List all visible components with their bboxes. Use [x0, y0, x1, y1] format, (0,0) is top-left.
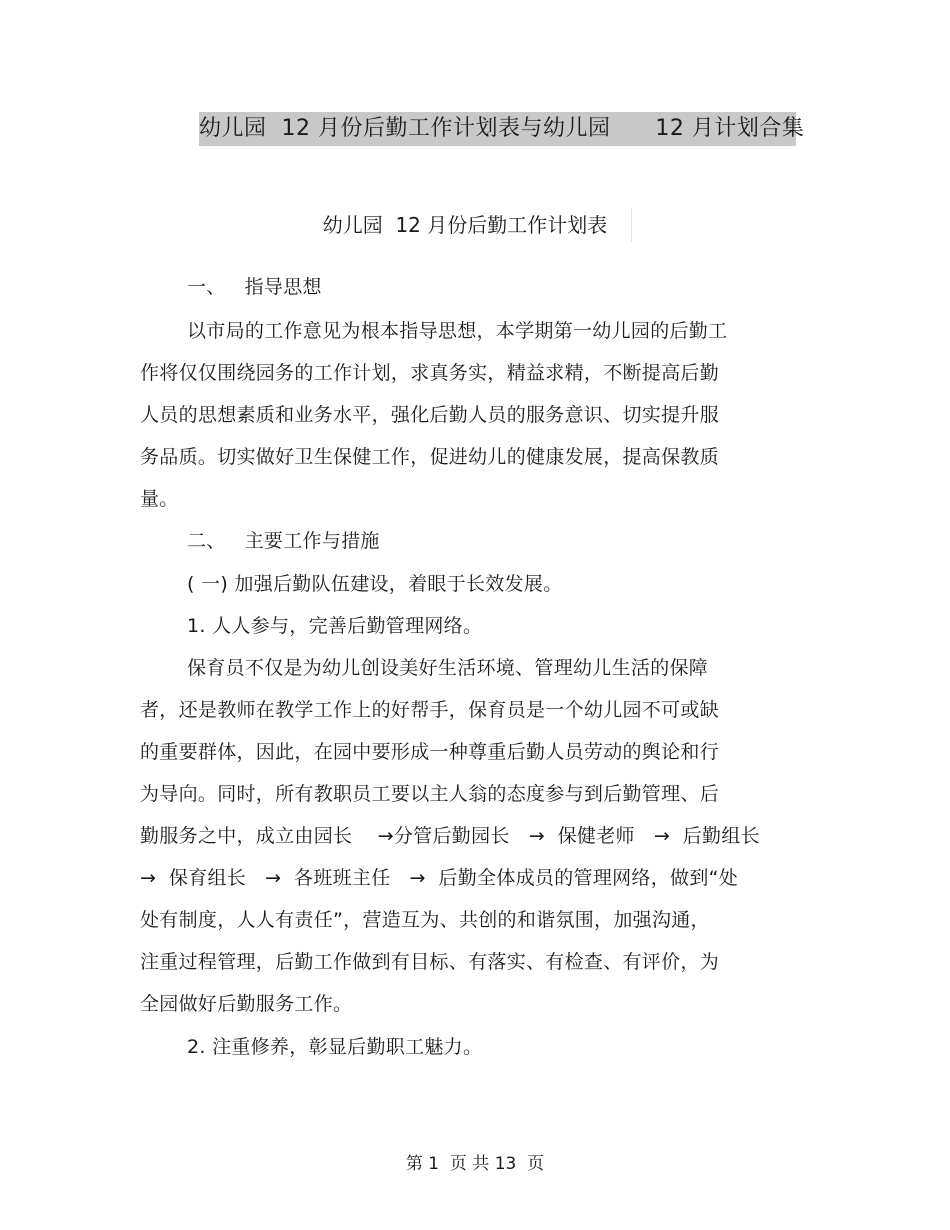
paragraph-line: 以市局的工作意见为根本指导思想，本学期第一幼儿园的后勤工 [187, 320, 728, 342]
paragraph-line: 为导向。同时，所有教职员工要以主人翁的态度参与到后勤管理、后 [140, 783, 720, 805]
paragraph-line: → 保育组长 → 各班班主任 → 后勤全体成员的管理网络，做到“处 [140, 867, 739, 889]
text-cursor-divider [631, 208, 632, 242]
heading-main-work: 二、 主要工作与措施 [187, 530, 380, 552]
paragraph-line: 务品质。切实做好卫生保健工作，促进幼儿的健康发展，提高保教质 [140, 446, 720, 468]
paragraph-line: 处有制度，人人有责任”，营造互为、共创的和谐氛围，加强沟通， [140, 909, 710, 931]
subheading-item-1: 1. 人人参与，完善后勤管理网络。 [187, 615, 483, 637]
heading-guiding-thought: 一、 指导思想 [187, 276, 322, 298]
paragraph-line: 全园做好后勤服务工作。 [140, 993, 353, 1015]
paragraph-line: 者，还是教师在教学工作上的好帮手，保育员是一个幼儿园不可或缺 [140, 699, 720, 721]
paragraph-line: 人员的思想素质和业务水平，强化后勤人员的服务意识、切实提升服 [140, 404, 720, 426]
paragraph-line: 量。 [140, 488, 179, 510]
subheading-team-building: ( 一) 加强后勤队伍建设，着眼于长效发展。 [187, 573, 563, 595]
paragraph-line: 的重要群体，因此，在园中要形成一种尊重后勤人员劳动的舆论和行 [140, 741, 720, 763]
paragraph-line: 保育员不仅是为幼儿创设美好生活环境、管理幼儿生活的保障 [187, 657, 709, 679]
subheading-item-2: 2. 注重修养，彰显后勤职工魅力。 [187, 1036, 483, 1058]
paragraph-line: 勤服务之中，成立由园长 →分管后勤园长 → 保健老师 → 后勤组长 [140, 825, 760, 847]
paragraph-line: 注重过程管理，后勤工作做到有目标、有落实、有检查、有评价，为 [140, 951, 720, 973]
page-number-footer: 第 1 页 共 13 页 [405, 1154, 545, 1174]
document-title: 幼儿园 12 月份后勤工作计划表与幼儿园 12 月计划合集 [199, 116, 805, 141]
section-title: 幼儿园 12 月份后勤工作计划表 [322, 213, 608, 237]
paragraph-line: 作将仅仅围绕园务的工作计划，求真务实，精益求精，不断提高后勤 [140, 362, 720, 384]
